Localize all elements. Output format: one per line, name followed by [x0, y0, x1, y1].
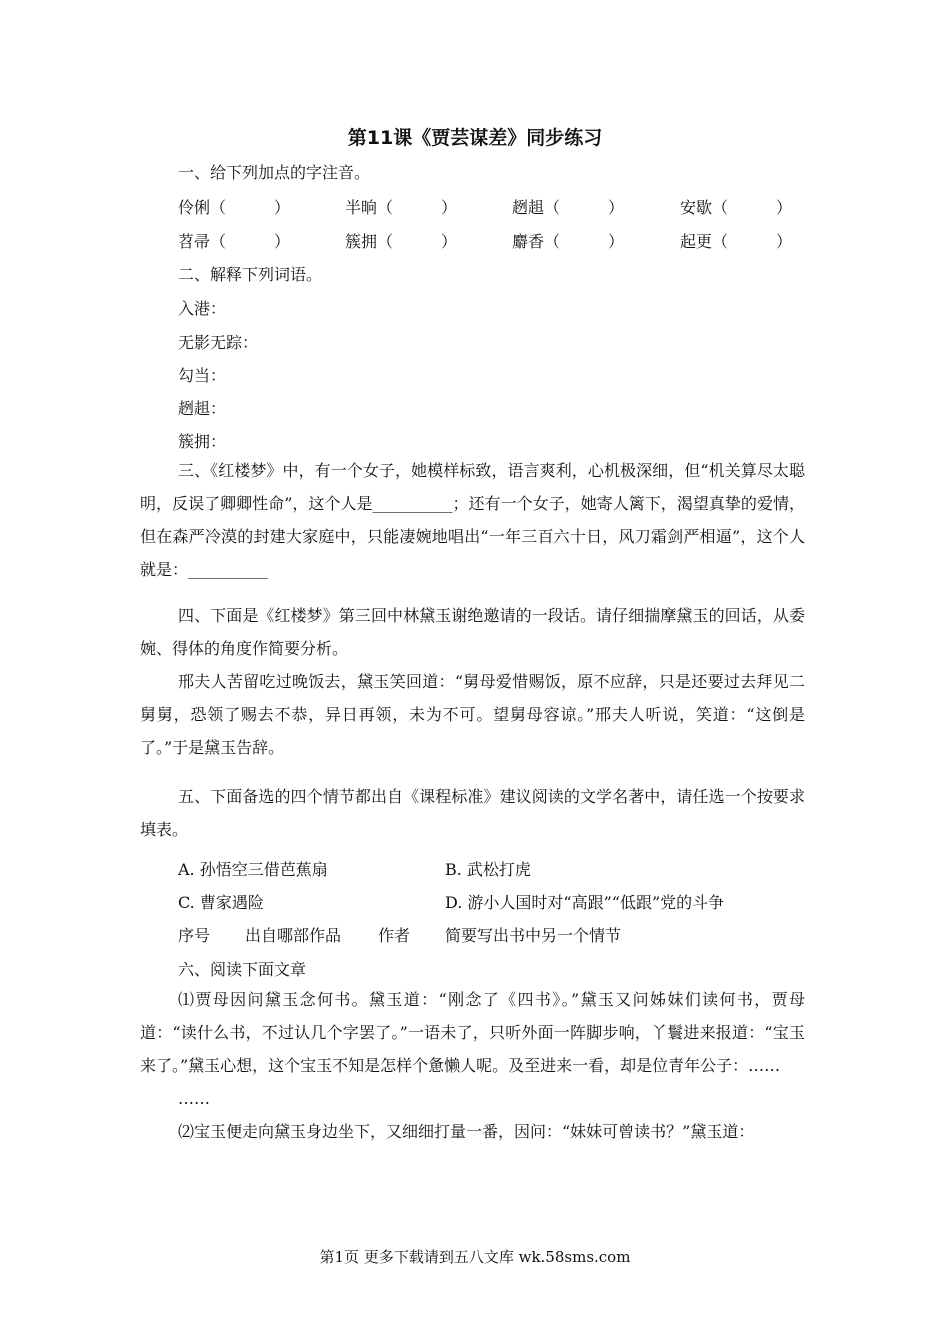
- q4-question: [140, 599, 805, 764]
- table-header: 作者: [378, 926, 411, 945]
- q2-term: 簇拥：: [178, 432, 227, 451]
- q6-ellipsis: ……: [178, 1089, 210, 1108]
- q5-text: 五、下面备选的四个情节都出自《课程标准》建议阅读的文学名著中，请任选一个按要求填表。: [140, 787, 805, 839]
- q2-term: 勾当：: [178, 366, 227, 385]
- q6-para1: ⑴贾母因问黛玉念何书。黛玉道：“刚念了《四书》。”黛玉又问姊妹们读何书，贾母道：“读什么书，不过认几个字罢了。”一语未了，只听外面一阵脚步响，丫鬟进来报道：“宝玉来了。”黛玉心想，这个宝玉不知是怎样个惫懒人呢。及至进来一看，却是位青年公子：……: [140, 990, 805, 1075]
- q1-item: 半晌（ ）: [345, 198, 458, 217]
- q2-heading: 二、解释下列词语。: [178, 265, 323, 284]
- page-footer: 第1页 更多下载请到五八文库 wk.58sms.com: [319, 1248, 631, 1266]
- q6-passage: [140, 983, 805, 1148]
- table-header: 简要写出书中另一个情节: [445, 926, 622, 945]
- q1-item: 安歇（ ）: [680, 198, 793, 217]
- q6-heading: 六、阅读下面文章: [178, 960, 307, 979]
- q6-para2: ⑵宝玉便走向黛玉身边坐下，又细细打量一番，因问：“妹妹可曾读书？”黛玉道：: [178, 1122, 755, 1141]
- q5-option: A. 孙悟空三借芭蕉扇: [178, 860, 328, 879]
- q2-term: 趔趄：: [178, 399, 227, 418]
- q5-option: B. 武松打虎: [445, 860, 531, 879]
- q2-term: 入港：: [178, 299, 227, 318]
- q4-text: 四、下面是《红楼梦》第三回中林黛玉谢绝邀请的一段话。请仔细揣摩黛玉的回话，从委婉、得体的角度作简要分析。: [140, 606, 805, 658]
- q1-item: 起更（ ）: [680, 232, 793, 251]
- q3-question: [140, 454, 805, 586]
- table-header: 序号: [178, 926, 211, 945]
- q1-heading: 一、给下列加点的字注音。: [178, 163, 371, 182]
- q4-passage: 邢夫人苦留吃过晚饭去，黛玉笑回道：“舅母爱惜赐饭，原不应辞，只是还要过去拜见二舅舅，恐领了赐去不恭，异日再领，未为不可。望舅母容谅。”邢夫人听说，笑道：“这倒是了。”于是黛玉告辞。: [140, 672, 805, 757]
- q1-item: 苕帚（ ）: [178, 232, 291, 251]
- q1-item: 趔趄（ ）: [512, 198, 625, 217]
- page-title: 第11课《贾芸谋差》同步练习: [347, 127, 603, 149]
- q1-item: 麝香（ ）: [512, 232, 625, 251]
- q2-term: 无影无踪：: [178, 333, 259, 352]
- q1-item: 伶俐（ ）: [178, 198, 291, 217]
- q1-item: 簇拥（ ）: [345, 232, 458, 251]
- q5-option: D. 游小人国时对“高跟”“低跟”党的斗争: [445, 893, 725, 912]
- q5-question: [140, 780, 805, 846]
- table-header: 出自哪部作品: [245, 926, 342, 945]
- q3-text: 三、《红楼梦》中，有一个女子，她模样标致，语言爽利，心机极深细，但“机关算尽太聪明，反误了卿卿性命”，这个人是__________；还有一个女子，她寄人篱下，渴望真挚的爱情，但在森严冷漠的封建大家庭中，只能凄婉地唱出“一年三百六十日，风刀霜剑严相逼”，这个人就是：__________: [140, 461, 805, 579]
- q5-option: C. 曹家遇险: [178, 893, 264, 912]
